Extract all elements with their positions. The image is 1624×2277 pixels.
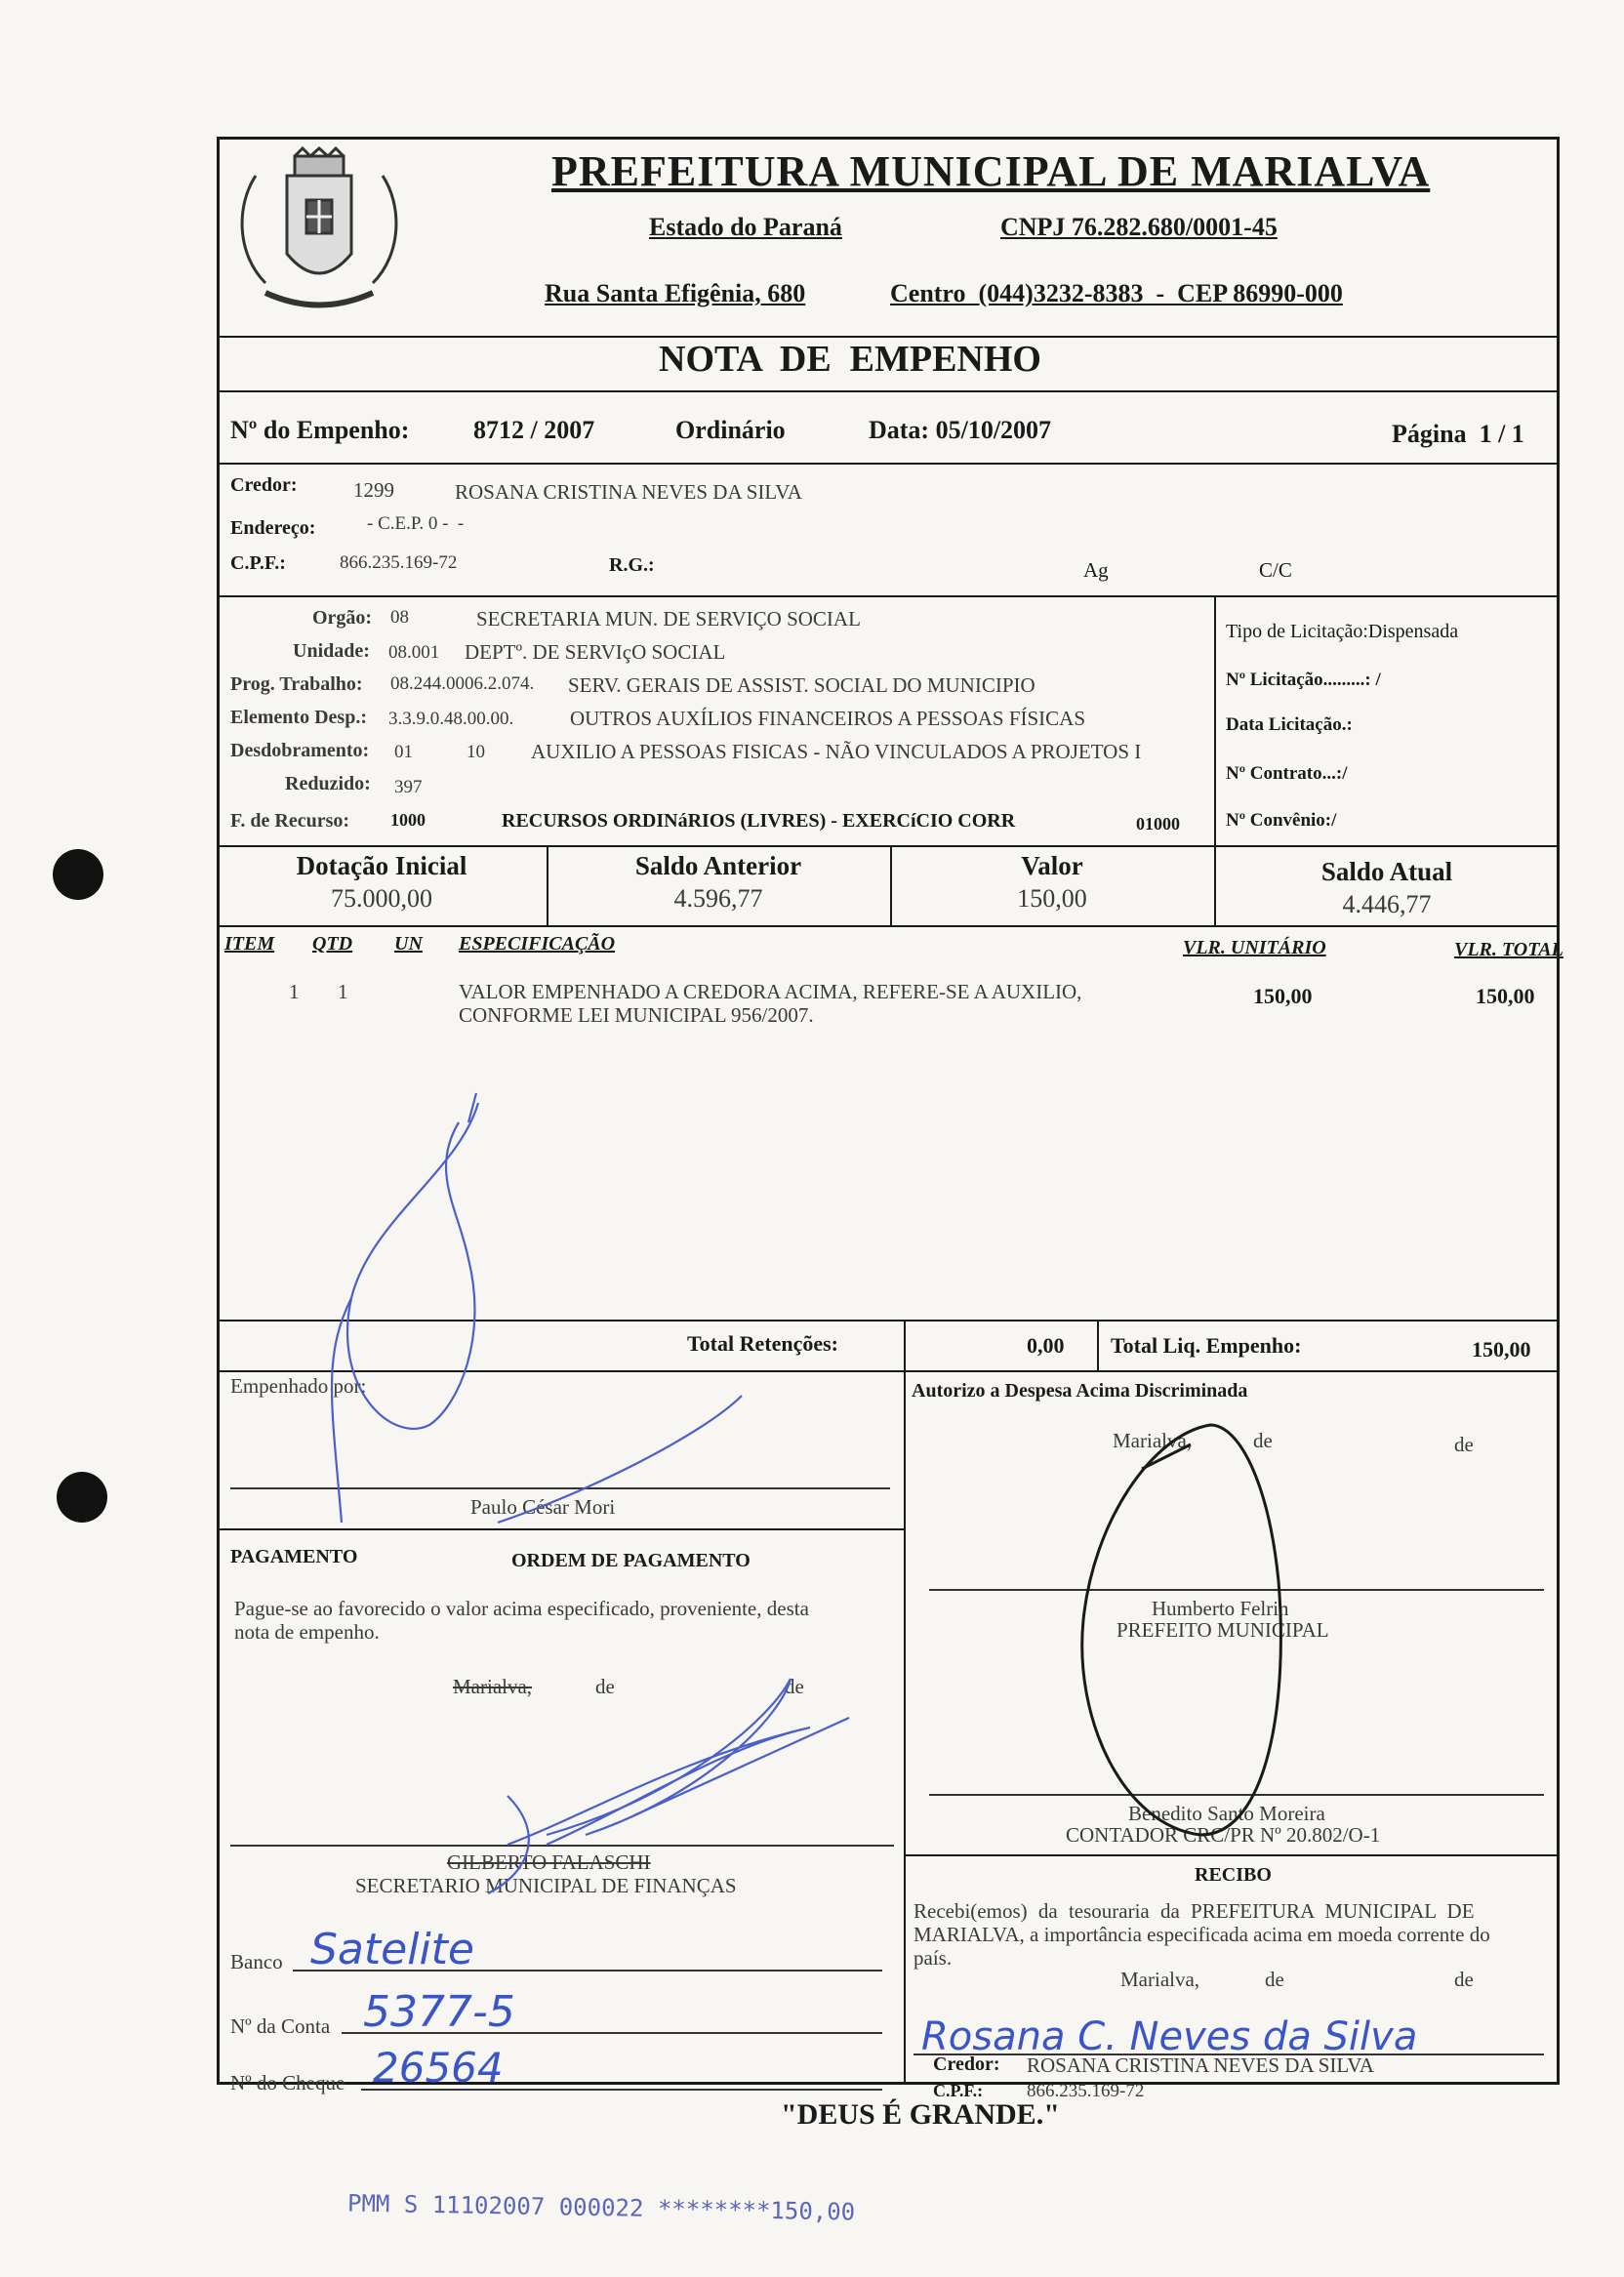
data-licitacao: Data Licitação.: <box>1226 714 1353 735</box>
saldo-atual-value: 4.446,77 <box>1342 890 1432 918</box>
col-un: UN <box>394 933 423 955</box>
ag-label: Ag <box>1083 558 1109 582</box>
orgao-name: SECRETARIA MUN. DE SERVIÇO SOCIAL <box>476 607 861 630</box>
rg-label: R.G.: <box>609 554 655 576</box>
conta-value: 5377-5 <box>363 1987 515 2037</box>
conta-label: Nº da Conta <box>230 2014 331 2038</box>
numero-convenio: Nº Convênio:/ <box>1226 810 1337 831</box>
cheque-value: 26564 <box>373 2044 504 2092</box>
unidade-label: Unidade: <box>293 640 370 662</box>
recurso-name: RECURSOS ORDINáRIOS (LIVRES) - EXERCíCIO CORR <box>502 810 1016 832</box>
liquido-label: Total Liq. Empenho: <box>1111 1333 1302 1358</box>
municipality-title: PREFEITURA MUNICIPAL DE MARIALVA <box>551 147 1431 195</box>
document-title: NOTA DE EMPENHO <box>659 339 1041 380</box>
prog-name: SERV. GERAIS DE ASSIST. SOCIAL DO MUNICIPIO <box>568 673 1035 697</box>
contact-label: Centro (044)3232-8383 - CEP 86990-000 <box>890 279 1343 307</box>
empenho-number: 8712 / 2007 <box>473 416 595 444</box>
empenho-label: Nº do Empenho: <box>230 416 410 444</box>
desdobramento-code: 01 <box>394 742 413 762</box>
orgao-code: 08 <box>390 607 409 628</box>
row-qtd: 1 <box>338 980 348 1003</box>
reduzido-label: Reduzido: <box>285 773 371 794</box>
dotacao-value: 75.000,00 <box>331 884 432 913</box>
elemento-code: 3.3.9.0.48.00.00. <box>388 709 514 729</box>
mayor-title: PREFEITO MUNICIPAL <box>1116 1618 1329 1642</box>
recibo-cpf-label: C.P.F.: <box>933 2081 984 2100</box>
reduzido-value: 397 <box>394 777 423 797</box>
ordem-title: ORDEM DE PAGAMENTO <box>511 1550 751 1571</box>
row-spec-line2: CONFORME LEI MUNICIPAL 956/2007. <box>459 1003 814 1027</box>
numero-contrato: Nº Contrato...:/ <box>1226 763 1348 784</box>
empenho-date: Data: 05/10/2007 <box>869 416 1052 444</box>
state-label: Estado do Paraná <box>649 213 842 241</box>
numero-licitacao: Nº Licitação.........: / <box>1226 670 1381 690</box>
desdobramento-sub: 10 <box>467 742 485 762</box>
autorizo-de2: de <box>1454 1433 1474 1456</box>
recurso-label: F. de Recurso: <box>230 810 350 832</box>
pagamento-title: PAGAMENTO <box>230 1546 358 1567</box>
orgao-label: Orgão: <box>312 607 373 629</box>
credor-label: Credor: <box>230 474 298 496</box>
row-unit: 150,00 <box>1253 984 1313 1008</box>
pagamento-de1: de <box>595 1675 615 1698</box>
address-label: Rua Santa Efigênia, 680 <box>545 279 806 307</box>
desdobramento-label: Desdobramento: <box>230 740 370 761</box>
row-item: 1 <box>289 980 300 1003</box>
unidade-name: DEPTº. DE SERVIçO SOCIAL <box>465 640 726 664</box>
recibo-credor-name: ROSANA CRISTINA NEVES DA SILVA <box>1027 2053 1374 2077</box>
pagamento-city: Marialva, <box>453 1675 533 1698</box>
recibo-title: RECIBO <box>1195 1864 1272 1886</box>
elemento-name: OUTROS AUXÍLIOS FINANCEIROS A PESSOAS FÍSICAS <box>570 707 1086 730</box>
pagamento-text-2: nota de empenho. <box>234 1620 380 1644</box>
recibo-de1: de <box>1265 1968 1284 1991</box>
recibo-text-3: país. <box>914 1946 953 1970</box>
dotacao-label: Dotação Inicial <box>296 851 467 880</box>
saldo-anterior-value: 4.596,77 <box>673 884 763 913</box>
cheque-label: Nº do Cheque <box>230 2071 345 2094</box>
credor-name: ROSANA CRISTINA NEVES DA SILVA <box>455 480 802 504</box>
page-number: Página 1 / 1 <box>1392 420 1524 448</box>
recibo-signature: Rosana C. Neves da Silva <box>921 2014 1418 2059</box>
desdobramento-name: AUXILIO A PESSOAS FISICAS - NÃO VINCULADOS A PROJETOS I <box>531 740 1142 763</box>
col-unit: VLR. UNITÁRIO <box>1183 937 1326 958</box>
col-qtd: QTD <box>312 933 353 955</box>
saldo-anterior-label: Saldo Anterior <box>634 851 802 880</box>
autorizo-de1: de <box>1253 1429 1273 1452</box>
cnpj-label: CNPJ 76.282.680/0001-45 <box>1000 213 1278 241</box>
pagamento-signer-name: GILBERTO FALASCHI <box>447 1850 651 1874</box>
recibo-cpf-value: 866.235.169-72 <box>1027 2081 1145 2101</box>
recurso-code: 1000 <box>390 810 426 830</box>
elemento-label: Elemento Desp.: <box>230 707 367 728</box>
recibo-text-1: Recebi(emos) da tesouraria da PREFEITURA MUNICIPAL DE <box>914 1899 1475 1923</box>
pagamento-de2: de <box>785 1675 804 1698</box>
retencoes-label: Total Retenções: <box>687 1331 838 1356</box>
empenhado-label: Empenhado por: <box>230 1374 367 1398</box>
autorizo-title: Autorizo a Despesa Acima Discriminada <box>912 1380 1248 1402</box>
autorizo-city: Marialva, <box>1113 1429 1193 1452</box>
recibo-credor-label: Credor: <box>933 2053 1000 2075</box>
accountant-title: CONTADOR CRC/PR Nº 20.802/O-1 <box>1066 1823 1381 1847</box>
address-field-label: Endereço: <box>230 517 316 539</box>
prog-code: 08.244.0006.2.074. <box>390 673 535 694</box>
cpf-label: C.P.F.: <box>230 552 286 574</box>
footer-stamp: PMM S 11102007 000022 ********150,00 <box>346 2189 856 2226</box>
saldo-atual-label: Saldo Atual <box>1320 857 1453 886</box>
row-spec-line1: VALOR EMPENHADO A CREDORA ACIMA, REFERE-SE A AUXILIO, <box>459 980 1082 1003</box>
address-field-value: - C.E.P. 0 - - <box>367 513 465 534</box>
accountant-name: Benedito Santo Moreira <box>1128 1802 1325 1825</box>
liquido-value: 150,00 <box>1472 1337 1531 1362</box>
pagamento-signer-title: SECRETARIO MUNICIPAL DE FINANÇAS <box>355 1874 737 1897</box>
mayor-name: Humberto Felrin <box>1152 1597 1289 1620</box>
valor-value: 150,00 <box>1017 884 1087 913</box>
recibo-city: Marialva, <box>1120 1968 1200 1991</box>
tipo-licitacao: Tipo de Licitação:Dispensada <box>1226 621 1459 642</box>
recurso-num: 01000 <box>1136 814 1180 834</box>
cpf-value: 866.235.169-72 <box>340 552 458 573</box>
row-total: 150,00 <box>1476 984 1535 1008</box>
col-item: ITEM <box>224 933 275 955</box>
empenho-type: Ordinário <box>675 416 786 444</box>
valor-label: Valor <box>1021 851 1083 880</box>
banco-value: Satelite <box>310 1925 474 1974</box>
col-spec: ESPECIFICAÇÃO <box>459 933 616 955</box>
col-total: VLR. TOTAL <box>1454 939 1563 960</box>
unidade-code: 08.001 <box>388 642 440 663</box>
empenhado-signer: Paulo César Mori <box>470 1495 616 1519</box>
cc-label: C/C <box>1259 558 1292 582</box>
recibo-de2: de <box>1454 1968 1474 1991</box>
recibo-text-2: MARIALVA, a importância especificada acima em moeda corrente do <box>914 1923 1490 1946</box>
retencoes-value: 0,00 <box>1027 1333 1065 1358</box>
prog-label: Prog. Trabalho: <box>230 673 363 695</box>
credor-code: 1299 <box>353 478 394 502</box>
banco-label: Banco <box>230 1950 283 1973</box>
pagamento-text-1: Pague-se ao favorecido o valor acima especificado, proveniente, desta <box>234 1597 809 1620</box>
footer-motto: "DEUS É GRANDE." <box>781 2098 1060 2131</box>
